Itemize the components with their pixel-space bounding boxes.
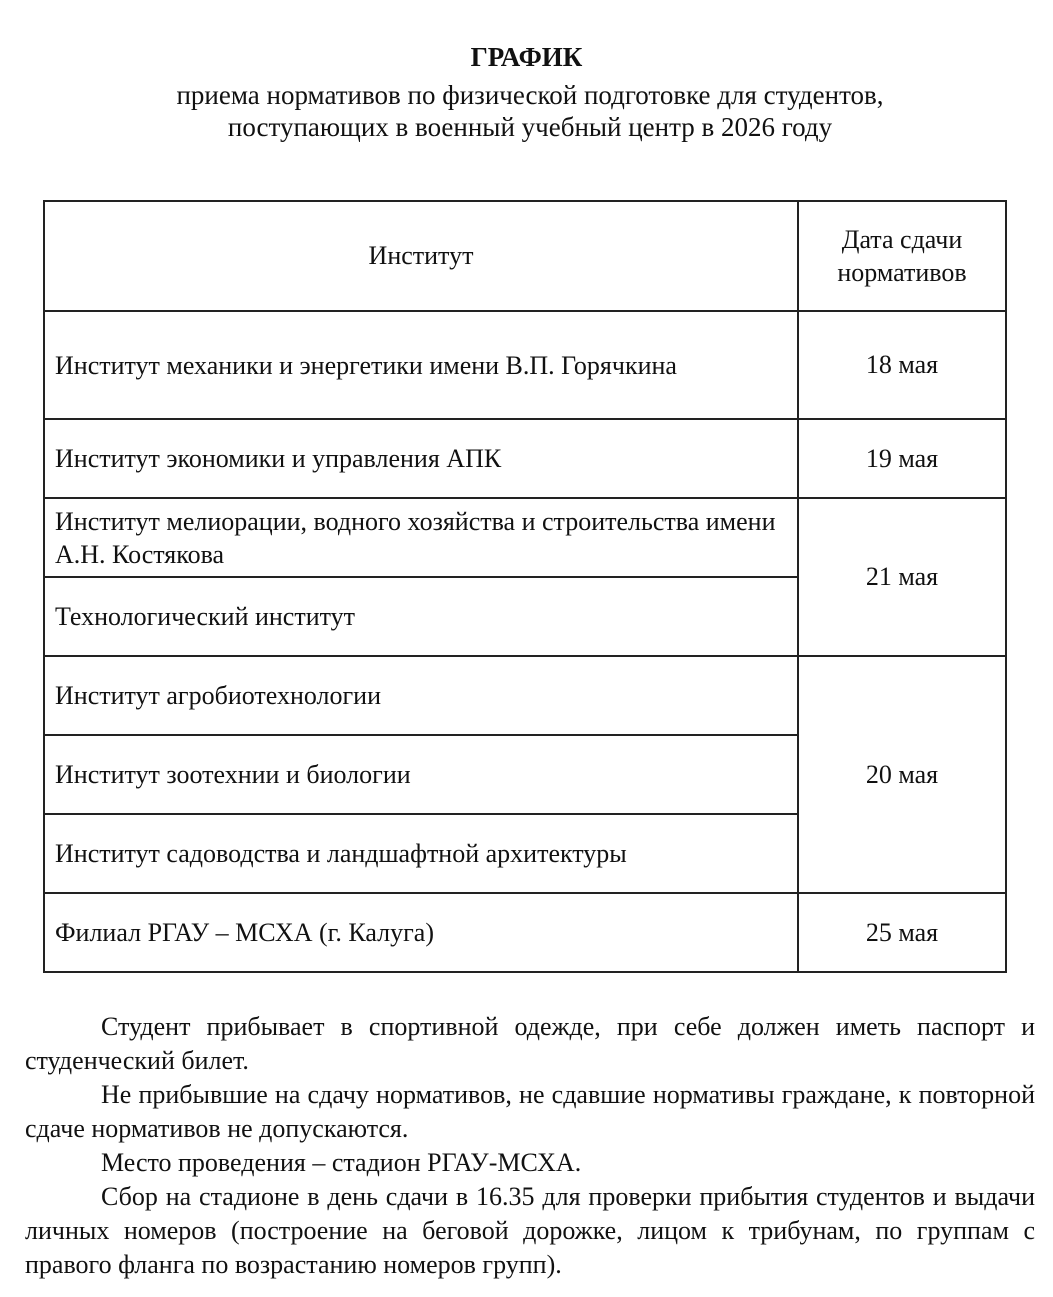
date-cell: 19 мая xyxy=(798,419,1006,498)
institute-cell: Институт мелиорации, водного хозяйства и строительства имени А.Н. Костякова xyxy=(44,498,798,577)
table-row xyxy=(44,893,1006,972)
date-cell: 21 мая xyxy=(798,498,1006,656)
date-cell: 20 мая xyxy=(798,656,1006,893)
institute-cell: Институт зоотехнии и биологии xyxy=(44,735,798,814)
schedule-table xyxy=(43,200,1007,973)
date-cell: 18 мая xyxy=(798,311,1006,419)
subtitle-line-2: поступающих в военный учебный центр в 2026 году xyxy=(227,112,833,142)
page-title: ГРАФИК xyxy=(470,42,583,72)
table-header-row xyxy=(44,201,1006,311)
header-date-line-1: Дата сдачи xyxy=(841,225,963,254)
header-institute: Институт xyxy=(44,201,798,311)
institute-cell: Институт механики и энергетики имени В.П. Горячкина xyxy=(44,311,798,419)
table-row xyxy=(44,311,1006,419)
institute-cell: Технологический институт xyxy=(44,577,798,656)
header-date xyxy=(798,201,1006,311)
institute-cell: Институт экономики и управления АПК xyxy=(44,419,798,498)
subtitle-line-1: приема нормативов по физической подготовке для студентов, xyxy=(176,80,884,110)
table-row xyxy=(44,656,1006,735)
table-row xyxy=(44,498,1006,577)
note-paragraph: Не прибывшие на сдачу нормативов, не сдавшие нормативы граждане, к повторной сдаче нормативов не допускаются. xyxy=(25,1080,1035,1143)
note-paragraph: Место проведения – стадион РГАУ-МСХА. xyxy=(101,1148,582,1177)
note-paragraph: Сбор на стадионе в день сдачи в 16.35 для проверки прибытия студентов и выдачи личных номеров (построение на беговой дорожке, лицом к трибунам, по группам с правого фланга по возрастанию номеров групп). xyxy=(25,1182,1035,1279)
notes-section xyxy=(25,1010,1035,1282)
institute-cell: Институт агробиотехнологии xyxy=(44,656,798,735)
institute-cell: Институт садоводства и ландшафтной архитектуры xyxy=(44,814,798,893)
table-row xyxy=(44,419,1006,498)
header-date-line-2: нормативов xyxy=(837,258,967,287)
date-cell: 25 мая xyxy=(798,893,1006,972)
institute-cell: Филиал РГАУ – МСХА (г. Калуга) xyxy=(44,893,798,972)
note-paragraph: Студент прибывает в спортивной одежде, при себе должен иметь паспорт и студенческий билет. xyxy=(25,1012,1035,1075)
